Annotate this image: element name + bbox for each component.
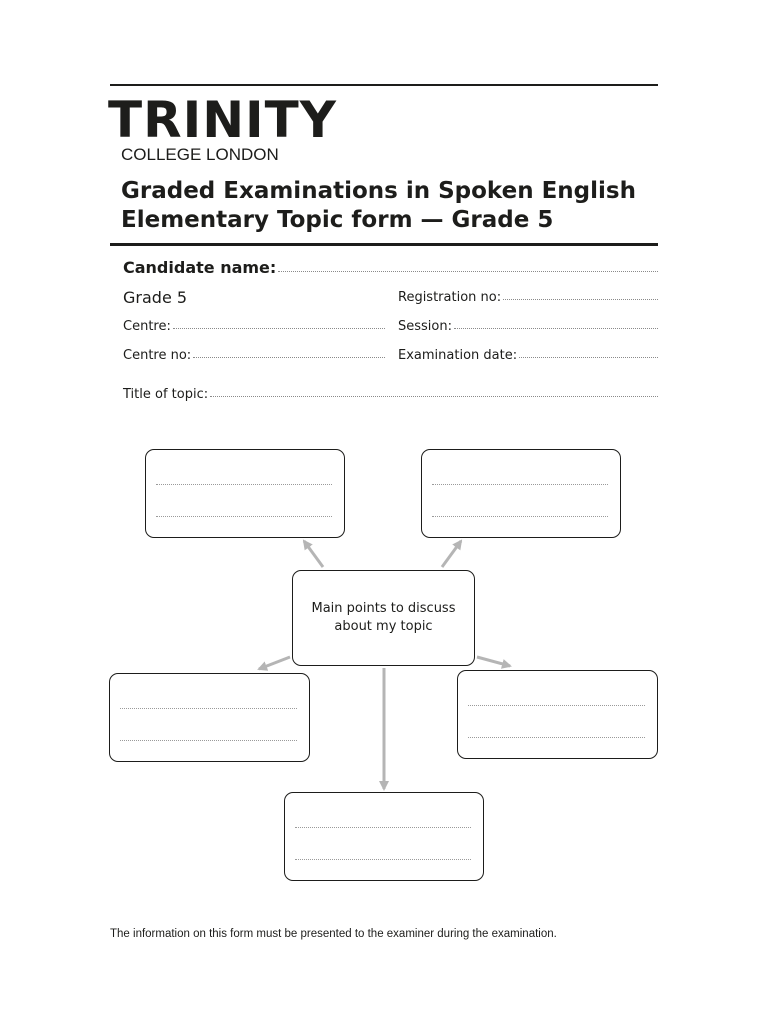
candidate-name-line[interactable] bbox=[278, 270, 658, 272]
centre-no-line[interactable] bbox=[193, 356, 385, 358]
arrow-middle-left bbox=[259, 657, 290, 669]
logo-trinity: TRINITY bbox=[108, 91, 337, 149]
mindmap-center-text: Main points to discuss about my topic bbox=[311, 601, 456, 634]
topic-box-line[interactable] bbox=[432, 484, 608, 485]
session-field[interactable] bbox=[398, 319, 658, 334]
topic-box-line[interactable] bbox=[156, 484, 332, 485]
title-of-topic-label: Title of topic: bbox=[123, 387, 209, 402]
centre-field[interactable] bbox=[123, 319, 385, 334]
topic-box-bottom[interactable] bbox=[284, 792, 484, 881]
centre-label: Centre: bbox=[123, 319, 171, 334]
examination-date-label: Examination date: bbox=[398, 348, 518, 363]
arrow-top-right bbox=[442, 541, 461, 567]
logo-college-london: COLLEGE LONDON bbox=[121, 145, 279, 164]
examination-date-field[interactable] bbox=[398, 348, 658, 363]
centre-line[interactable] bbox=[173, 327, 385, 329]
footer-note: The information on this form must be presented to the examiner during the examination. bbox=[110, 928, 557, 940]
candidate-name-label: Candidate name: bbox=[123, 258, 277, 277]
session-line[interactable] bbox=[454, 327, 658, 329]
topic-box-line[interactable] bbox=[468, 705, 645, 706]
title-of-topic-line[interactable] bbox=[210, 395, 658, 397]
session-label: Session: bbox=[398, 319, 452, 334]
top-rule bbox=[110, 84, 658, 86]
topic-box-top-left[interactable] bbox=[145, 449, 345, 538]
registration-no-label: Registration no: bbox=[398, 290, 502, 305]
title-of-topic-field[interactable] bbox=[123, 387, 658, 402]
examination-date-line[interactable] bbox=[519, 356, 658, 358]
topic-box-line[interactable] bbox=[295, 827, 471, 828]
arrow-middle-right bbox=[477, 657, 510, 666]
centre-no-field[interactable] bbox=[123, 348, 385, 363]
mindmap-center-box bbox=[292, 570, 475, 666]
form-title-line2: Elementary Topic form — Grade 5 bbox=[121, 207, 554, 233]
centre-no-label: Centre no: bbox=[123, 348, 192, 363]
topic-box-line[interactable] bbox=[156, 516, 332, 517]
grade-label: Grade 5 bbox=[123, 288, 188, 307]
topic-box-top-right[interactable] bbox=[421, 449, 621, 538]
topic-box-middle-right[interactable] bbox=[457, 670, 658, 759]
arrow-top-left bbox=[304, 541, 323, 567]
registration-no-line[interactable] bbox=[503, 298, 658, 300]
topic-box-middle-left[interactable] bbox=[109, 673, 310, 762]
topic-box-line[interactable] bbox=[295, 859, 471, 860]
form-title-line1: Graded Examinations in Spoken English bbox=[121, 178, 636, 204]
topic-box-line[interactable] bbox=[432, 516, 608, 517]
candidate-name-field[interactable] bbox=[123, 258, 658, 277]
topic-box-line[interactable] bbox=[468, 737, 645, 738]
topic-box-line[interactable] bbox=[120, 708, 297, 709]
header-rule bbox=[110, 243, 658, 246]
topic-box-line[interactable] bbox=[120, 740, 297, 741]
registration-no-field[interactable] bbox=[398, 290, 658, 305]
